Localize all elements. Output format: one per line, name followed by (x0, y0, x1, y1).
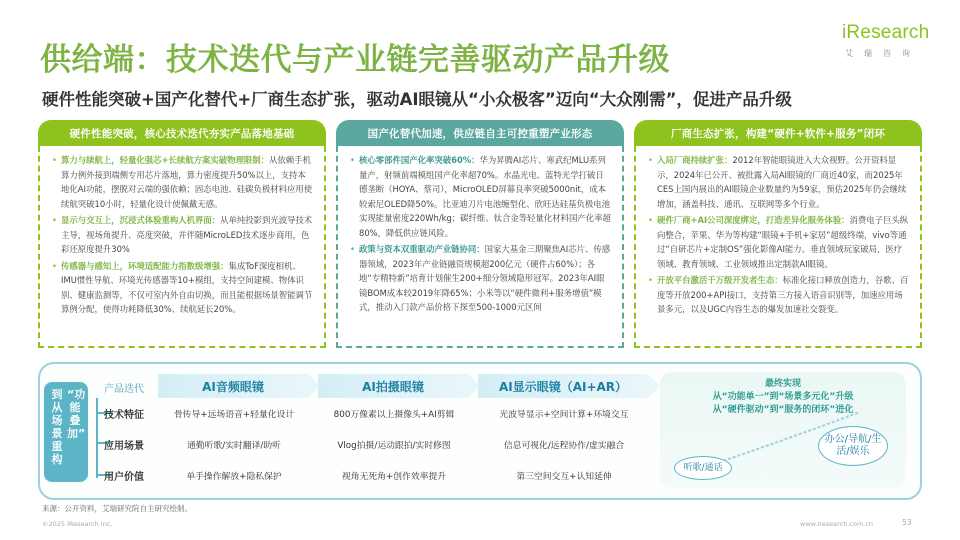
paragraph-highlight: 入局厂商持续扩张： (657, 155, 733, 165)
paragraph-highlight: 传感器与感知上，环境适配能力指数级增强： (61, 260, 229, 271)
page-subtitle: 硬件性能突破+国产化替代+厂商生态扩张，驱动AI眼镜从“小众极客”迈向“大众刚需”，促进产品升级 (42, 90, 792, 109)
final-line-2: 从“硬件驱动”到“服务的闭环”进化 (712, 405, 854, 415)
column-body (634, 146, 922, 348)
column-body (38, 146, 326, 348)
stage-cell: 骨传导+远场语音+轻量化设计 (173, 409, 295, 420)
paragraph-highlight: 开放平台激活千万级开发者生态： (657, 275, 783, 285)
paragraph-text: 从依赖手机算力例外接到端侧专用芯片落地，算力密度提升50%以上，支持本地化AI功能，摆脱对云端的强依赖；固态电池、硅碳负极材料应用使续航突破10小时，轻量化设计使佩戴无感。 (61, 155, 313, 209)
logo-text: iResearch (842, 22, 930, 43)
final-title-text: 最终实现 (764, 379, 801, 389)
column-paragraph (648, 153, 910, 211)
footer-url[interactable]: www.iresearch.com.cn (800, 520, 874, 528)
column-header: 硬件性能突破，核心技术迭代夯实产品落地基础 (38, 120, 326, 146)
bubble-listening-calls: 听歌/通话 (674, 456, 732, 480)
column-paragraph (648, 273, 910, 317)
stage-cell: 信息可视化/远程协作/虚实融合 (503, 440, 625, 451)
column-header: 厂商生态扩张，构建“硬件+软件+服务”闭环 (634, 120, 922, 146)
paragraph-highlight: 政策与资本双重驱动产业链协同： (359, 244, 485, 254)
column-paragraph (52, 259, 314, 317)
column-localization (336, 120, 624, 348)
page-number: 53 (902, 518, 912, 527)
paragraph-text: 集成ToF深度相机、IMU惯性导航、环境光传感器等10+模组，支持空间建模、物体识别、健康监测等，不仅可室内外自由切换，而且能根据场景智能调节算例分配，使得功耗降低30%、续航延长20%。 (61, 260, 313, 314)
stage-cell: 光波导显示+空间计算+环境交互 (499, 409, 629, 420)
paragraph-text: 标准化接口释放创造力，谷歌、百度等开放200+API接口，支持第三方接入语音识别等，加速应用场景多元，以及UGC内容生态的爆发加速社交裂变。 (657, 275, 909, 314)
column-ecosystem (634, 120, 922, 348)
paragraph-text: 2012年智能眼镜进入大众视野。公开资料显示，2024年已公开、被批露入局AI眼镜的厂商近40家，而2025年CES上国内展出的AI眼镜企业数量约为59家，预估2025年仍会继续增加，涵盖科技、通讯、互联网等多个行业。 (657, 155, 907, 209)
stage-cell: 800万像素以上摄像头+AI剪辑 (333, 409, 455, 420)
column-paragraph (350, 242, 612, 315)
final-line-1: 从“功能单一”到“场景多元化”升级 (712, 392, 854, 402)
bubble-office-life: 办公/导航/生活/娱乐 (818, 426, 888, 466)
iresearch-logo (838, 20, 942, 66)
row-label-tech: 技术特征 (104, 410, 144, 421)
stage-cell: Vlog拍摄/运动跟拍/实时修图 (337, 440, 451, 451)
column-paragraph (648, 213, 910, 271)
paragraph-highlight: 算力与续航上，轻量化强芯+长续航方案实破物理限制： (61, 155, 270, 165)
logo-cn: 艾瑞咨询 (845, 49, 921, 58)
stage-cell: 视角无死角+创作效率提升 (341, 471, 447, 482)
final-outcome-box (660, 372, 906, 488)
tag-column-1: 到从场景重构 (51, 388, 63, 466)
paragraph-highlight: 核心零部件国产化率突破60%： (359, 155, 480, 165)
page-title: 供给端：技术迭代与产业链完善驱动产品升级 (40, 42, 670, 78)
row-label-value: 用户价值 (104, 472, 144, 483)
paragraph-text: 从单纯投影到光波导技术主导，视场角提升、亮度突破，并伴随MicroLED技术逐步商用，色彩还原度提升30% (61, 215, 313, 254)
column-paragraph (52, 213, 314, 257)
footer-copyright: ©2025 iResearch Inc. (42, 520, 113, 528)
column-header: 国产化替代加速，供应链自主可控重塑产业形态 (336, 120, 624, 146)
paragraph-text: 国家大基金三期聚焦AI芯片、传感器领域，2023年产业链融资规模超200亿元（硬件占60%）；各地“专精特新”培育计划催生200+细分领域隐形冠军。2023年AI眼镜BOM成本较2019年降65%；小米等以“硬件微利+服务增值”模式，推动入门款产品价格下探至500-1000元区间 (359, 244, 611, 312)
row-label-scenario: 应用场景 (104, 441, 144, 452)
column-hardware (38, 120, 326, 348)
paragraph-text: 消费电子巨头纵向整合，苹果、华为等构建“眼镜+手机+家居”超级终端，vivo等通过“自研芯片+定制OS”强化影像AI能力。垂直领域玩家破局，医疗领域、教育领域、工业领域推出定制款AI眼镜。 (657, 215, 909, 269)
paragraph-highlight: 显示与交互上，沉浸式体验重构人机界面： (61, 215, 221, 225)
row-label-iteration: 产品迭代 (104, 384, 144, 395)
column-paragraph (350, 153, 612, 240)
column-body (336, 146, 624, 348)
scene-reconstruction-tag (44, 382, 88, 482)
stage-audio-glasses: AI音频眼镜 (158, 374, 308, 398)
stage-cell: 通勤听歌/实时翻译/助听 (187, 440, 281, 451)
paragraph-highlight: 硬件厂商+AI公司深度绑定，打造差异化服务体验： (657, 215, 850, 225)
stage-camera-glasses: AI拍摄眼镜 (318, 374, 468, 398)
column-paragraph (52, 153, 314, 211)
paragraph-text: 华为昇腾AI芯片、寒武纪MLU系列量产，射频前端模组国产化率超70%。水晶光电、蓝特光学打破日德垄断（HOYA、蔡司），MicroOLED屏幕良率突破5000nit，成本较索尼OLED降50%。比亚迪刀片电池缠型化、欣旺达硅基负极电池实现能量密度220Wh/kg；碳纤维、钛合金等轻量化材料国产化率超80%，降低供应链风险。 (359, 155, 611, 238)
tag-column-2: “功能叠加” (67, 388, 86, 440)
stage-cell: 第三空间交互+认知延伸 (516, 471, 612, 482)
stage-cell: 单手操作解放+隐私保护 (186, 471, 282, 482)
stage-display-glasses: AI显示眼镜（AI+AR） (478, 374, 648, 398)
source-note: 来源：公开资料，艾瑞研究院自主研究绘制。 (42, 504, 192, 513)
